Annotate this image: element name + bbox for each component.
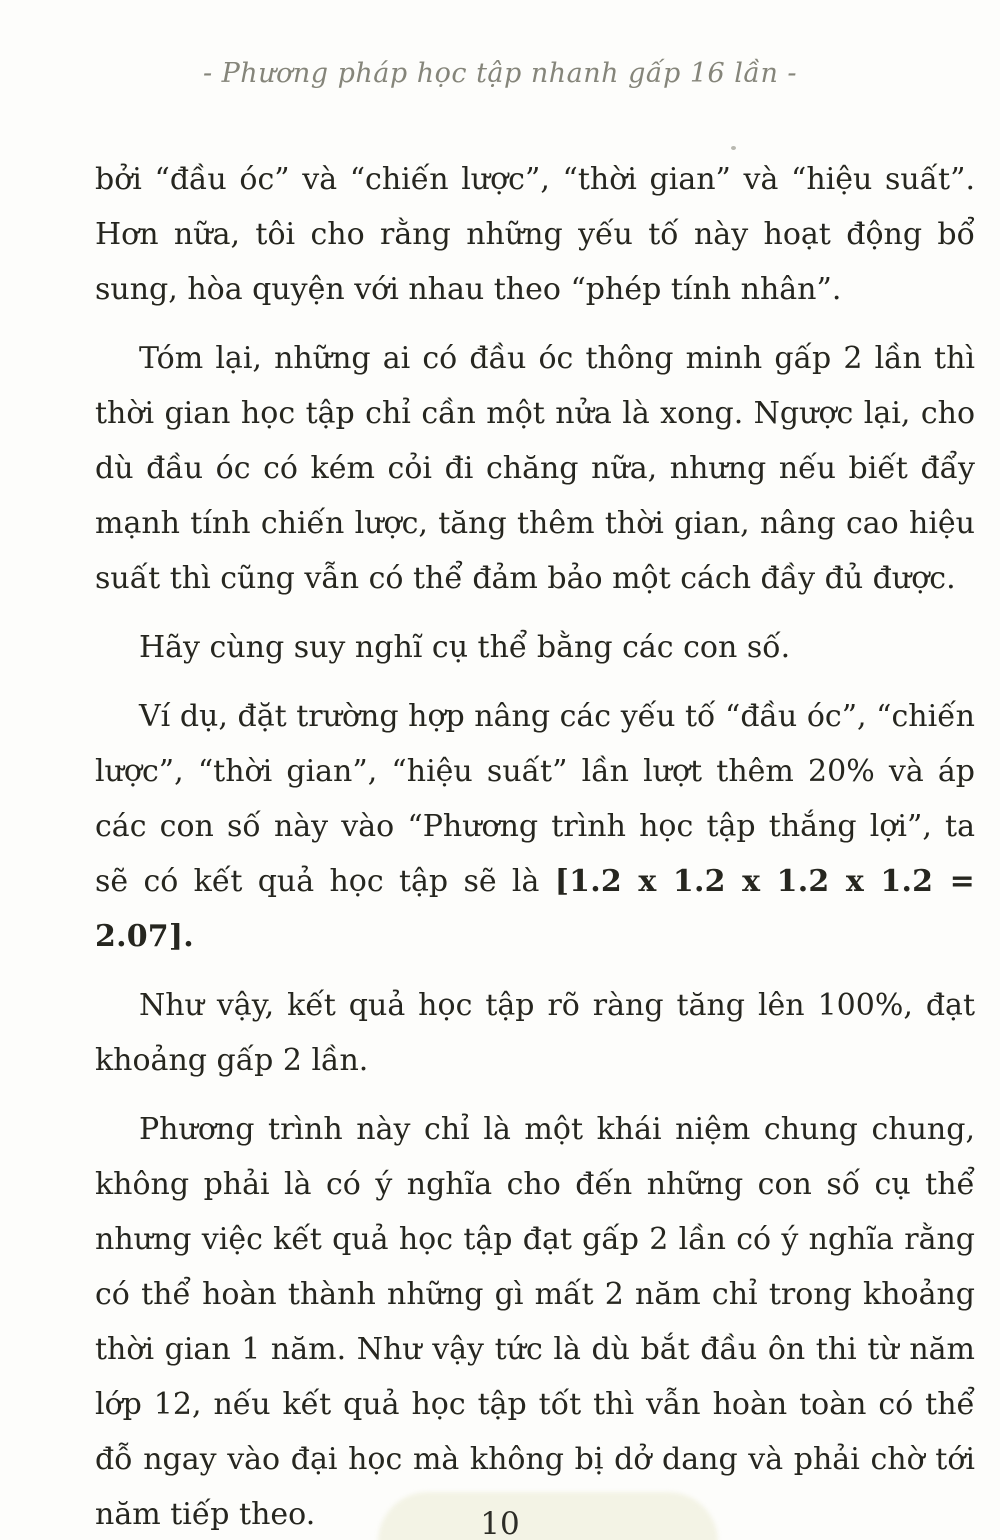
paragraph: Phương trình này chỉ là một khái niệm chung chung, không phải là có ý nghĩa cho đến những con số cụ thể nhưng việc kết quả học tập đạt gấp 2 lần có ý nghĩa rằng có thể hoàn thành những gì mất 2 năm chỉ trong khoảng thời gian 1 năm. Như vậy tức là dù bắt đầu ôn thi từ năm lớp 12, nếu kết quả học tập tốt thì vẫn hoàn toàn có thể đỗ ngay vào đại học mà không bị dở dang và phải chờ tới năm tiếp theo. [95, 1112, 975, 1532]
page-body [95, 152, 975, 1540]
scan-speck [731, 146, 736, 150]
page-number: 10 [480, 1506, 520, 1540]
paragraph-with-equation [95, 689, 975, 964]
paragraph: Như vậy, kết quả học tập rõ ràng tăng lên 100%, đạt khoảng gấp 2 lần. [95, 988, 975, 1078]
paragraph-text: Ví dụ, đặt trường hợp nâng các yếu tố “đầu óc”, “chiến lược”, “thời gian”, “hiệu suất” lần lượt thêm 20% và áp các con số này vào “Phương trình học tập thắng lợi”, ta sẽ có kết quả học tập sẽ là [95, 699, 975, 899]
paragraph: Hãy cùng suy nghĩ cụ thể bằng các con số. [139, 630, 791, 665]
running-header: - Phương pháp học tập nhanh gấp 16 lần - [202, 58, 798, 89]
paragraph: Tóm lại, những ai có đầu óc thông minh gấp 2 lần thì thời gian học tập chỉ cần một nửa là xong. Ngược lại, cho dù đầu óc có kém cỏi đi chăng nữa, nhưng nếu biết đẩy mạnh tính chiến lược, tăng thêm thời gian, nâng cao hiệu suất thì cũng vẫn có thể đảm bảo một cách đầy đủ được. [95, 341, 975, 596]
equation-text: [1.2 x 1.2 x 1.2 x 1.2 = 2.07]. [95, 864, 975, 954]
paragraph-continuation: bởi “đầu óc” và “chiến lược”, “thời gian” và “hiệu suất”. Hơn nữa, tôi cho rằng những yếu tố này hoạt động bổ sung, hòa quyện với nhau theo “phép tính nhân”. [95, 162, 975, 307]
